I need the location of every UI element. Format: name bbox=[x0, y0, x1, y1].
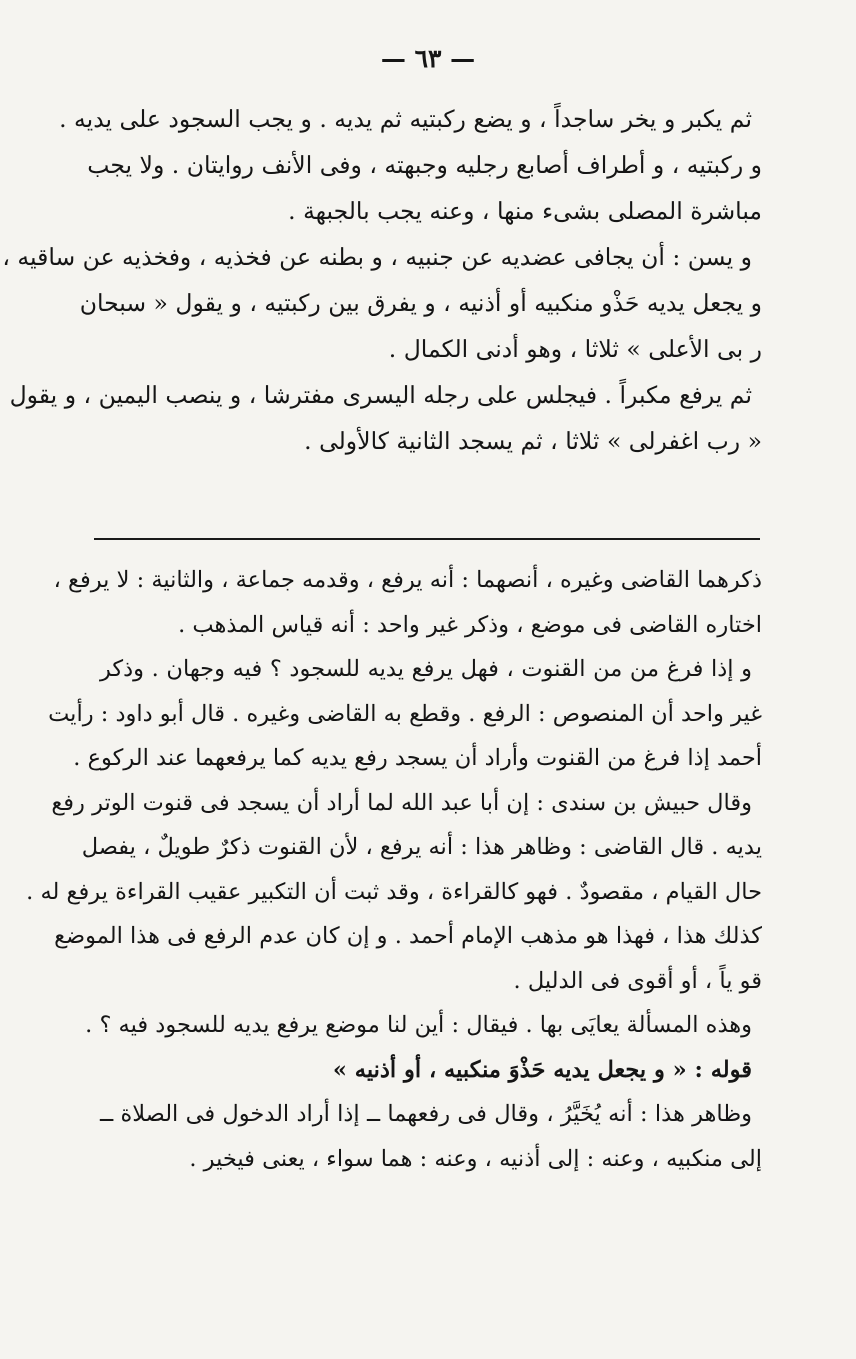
main-line: و ركبتيه ، و أطراف أصابع رجليه وجبهته ، وفى الأنف روايتان . ولا يجب bbox=[87, 151, 762, 179]
main-line: مباشرة المصلى بشىء منها ، وعنه يجب بالجبهة . bbox=[288, 197, 762, 225]
footnote-line: وظاهر هذا : أنه يُخَيَّرُ ، وقال فى رفعهما ــ إذا أراد الدخول فى الصلاة ــ bbox=[100, 1101, 752, 1127]
main-line: « رب اغفرلى » ثلاثا ، ثم يسجد الثانية كالأولى . bbox=[304, 427, 762, 455]
footnote-line: غير واحد أن المنصوص : الرفع . وقطع به القاضى وغيره . قال أبو داود : رأيت bbox=[48, 700, 762, 727]
footnote-line: أحمد إذا فرغ من القنوت وأراد أن يسجد رفع يديه كما يرفعهما عند الركوع . bbox=[73, 745, 762, 771]
footnote-line: كذلك هذا ، فهذا هو مذهب الإمام أحمد . و إن كان عدم الرفع فى هذا الموضع bbox=[54, 923, 762, 949]
footnote-line: يديه . قال القاضى : وظاهر هذا : أنه يرفع ، لأن القنوت ذكرٌ طويلٌ ، يفصل bbox=[81, 834, 762, 860]
footnote-line: إلى منكبيه ، وعنه : إلى أذنيه ، وعنه : هما سواء ، يعنى فيخير . bbox=[189, 1145, 762, 1172]
main-text bbox=[2, 96, 762, 464]
footnote-text bbox=[26, 558, 762, 1181]
footnote-line: ذكرهما القاضى وغيره ، أنصهما : أنه يرفع ، وقدمه جماعة ، والثانية : لا يرفع ، bbox=[53, 567, 762, 593]
main-line: و يجعل يديه حَذْو منكبيه أو أذنيه ، و يفرق بين ركبتيه ، و يقول « سبحان bbox=[79, 289, 762, 317]
footnote-line: وهذه المسألة يعايَى بها . فيقال : أين لنا موضع يرفع يديه للسجود فيه ؟ . bbox=[85, 1012, 752, 1038]
footnote-line: اختاره القاضى فى موضع ، وذكر غير واحد : أنه قياس المذهب . bbox=[178, 611, 762, 638]
main-line: و يسن : أن يجافى عضديه عن جنبيه ، و بطنه عن فخذيه ، وفخذيه عن ساقيه ، bbox=[2, 243, 752, 271]
main-line: ر بى الأعلى » ثلاثا ، وهو أدنى الكمال . bbox=[388, 335, 762, 363]
footnote-heading: قوله : « و يجعل يديه حَذْوَ منكبيه ، أو أذنيه » bbox=[332, 1056, 752, 1083]
footnote-divider bbox=[94, 538, 760, 540]
footnote-line: وقال حبيش بن سندى : إن أبا عبد الله لما أراد أن يسجد فى قنوت الوتر رفع bbox=[51, 789, 752, 816]
footnote-line: و إذا فرغ من من القنوت ، فهل يرفع يديه للسجود ؟ فيه وجهان . وذكر bbox=[100, 656, 752, 682]
main-line: ثم يكبر و يخر ساجداً ، و يضع ركبتيه ثم يديه . و يجب السجود على يديه . bbox=[59, 105, 752, 133]
main-line: ثم يرفع مكبراً . فيجلس على رجله اليسرى مفترشا ، و ينصب اليمين ، و يقول bbox=[9, 381, 752, 409]
page-number: — ٦٣ — bbox=[380, 44, 476, 73]
footnote-line: قو ياً ، أو أقوى فى الدليل . bbox=[513, 967, 762, 994]
footnote-line: حال القيام ، مقصودٌ . فهو كالقراءة ، وقد ثبت أن التكبير عقيب القراءة يرفع له . bbox=[26, 878, 762, 905]
